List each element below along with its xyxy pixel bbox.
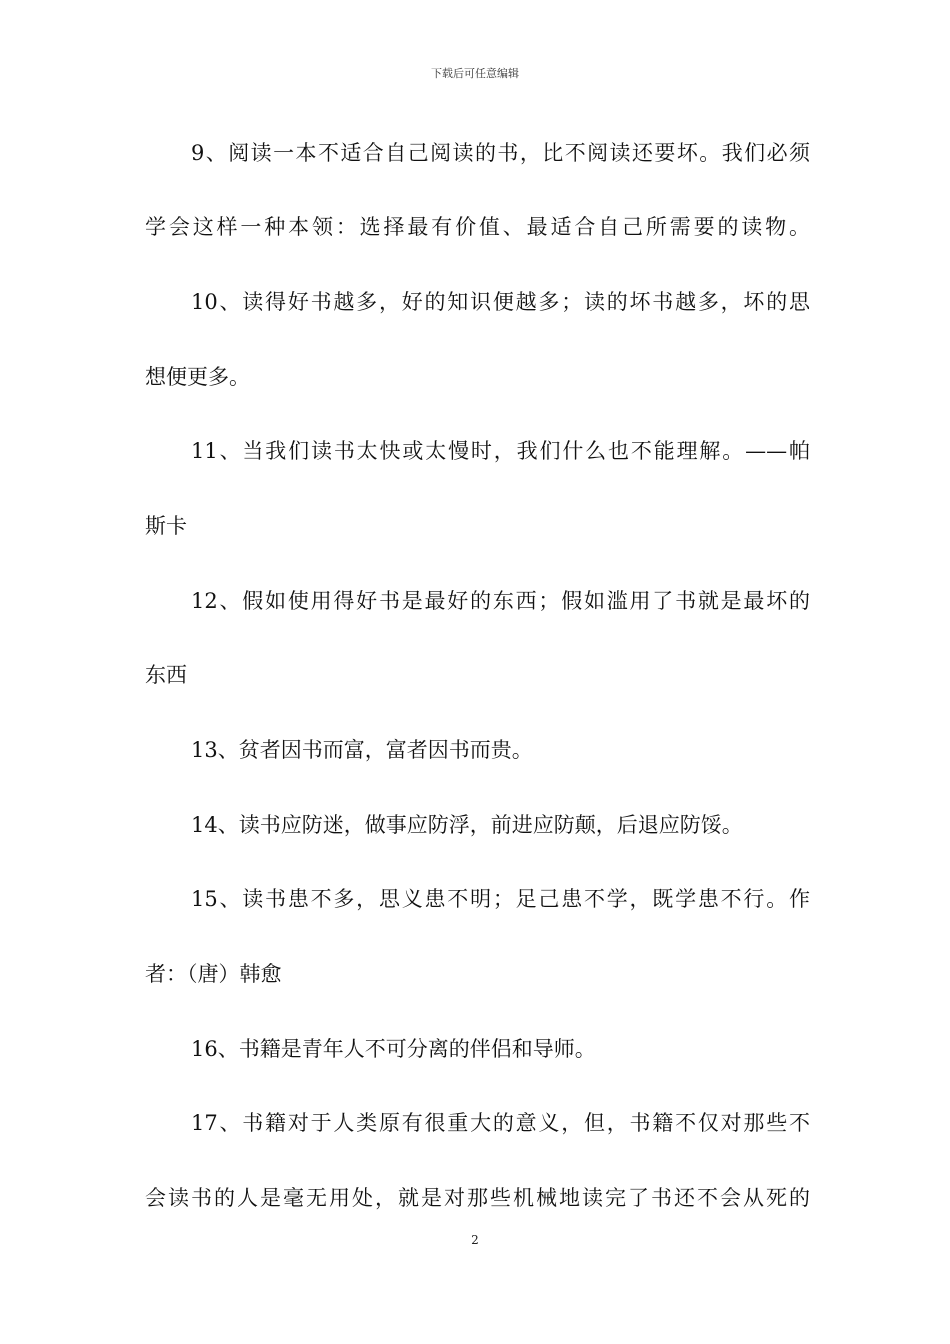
paragraph-line: 10、读得好书越多，好的知识便越多；读的坏书越多，坏的思	[191, 290, 810, 314]
paragraph-line: 东西	[145, 663, 187, 687]
paragraph-line: 17、书籍对于人类原有很重大的意义，但，书籍不仅对那些不	[191, 1111, 810, 1135]
page-number: 2	[471, 1233, 479, 1247]
paragraph-line: 15、读书患不多，思义患不明；足己患不学，既学患不行。作	[191, 887, 810, 911]
paragraph-line: 13、贫者因书而富，富者因书而贵。	[191, 738, 533, 762]
paragraph-line: 12、假如使用得好书是最好的东西；假如滥用了书就是最坏的	[191, 589, 810, 613]
paragraph-line: 者：（唐）韩愈	[145, 962, 282, 986]
paragraph-line: 学会这样一种本领：选择最有价值、最适合自己所需要的读物。	[145, 215, 810, 239]
paragraph-line: 16、书籍是青年人不可分离的伴侣和导师。	[191, 1037, 596, 1061]
paragraph-line: 会读书的人是毫无用处，就是对那些机械地读完了书还不会从死的	[145, 1186, 810, 1210]
page-header: 下载后可任意编辑	[431, 67, 519, 80]
paragraph-line: 想便更多。	[145, 365, 250, 389]
paragraph-line: 11、当我们读书太快或太慢时，我们什么也不能理解。——帕	[191, 439, 810, 463]
paragraph-line: 9、阅读一本不适合自己阅读的书，比不阅读还要坏。我们必须	[191, 141, 810, 165]
paragraph-line: 斯卡	[145, 514, 187, 538]
paragraph-line: 14、读书应防迷，做事应防浮，前进应防颠，后退应防馁。	[191, 813, 743, 837]
